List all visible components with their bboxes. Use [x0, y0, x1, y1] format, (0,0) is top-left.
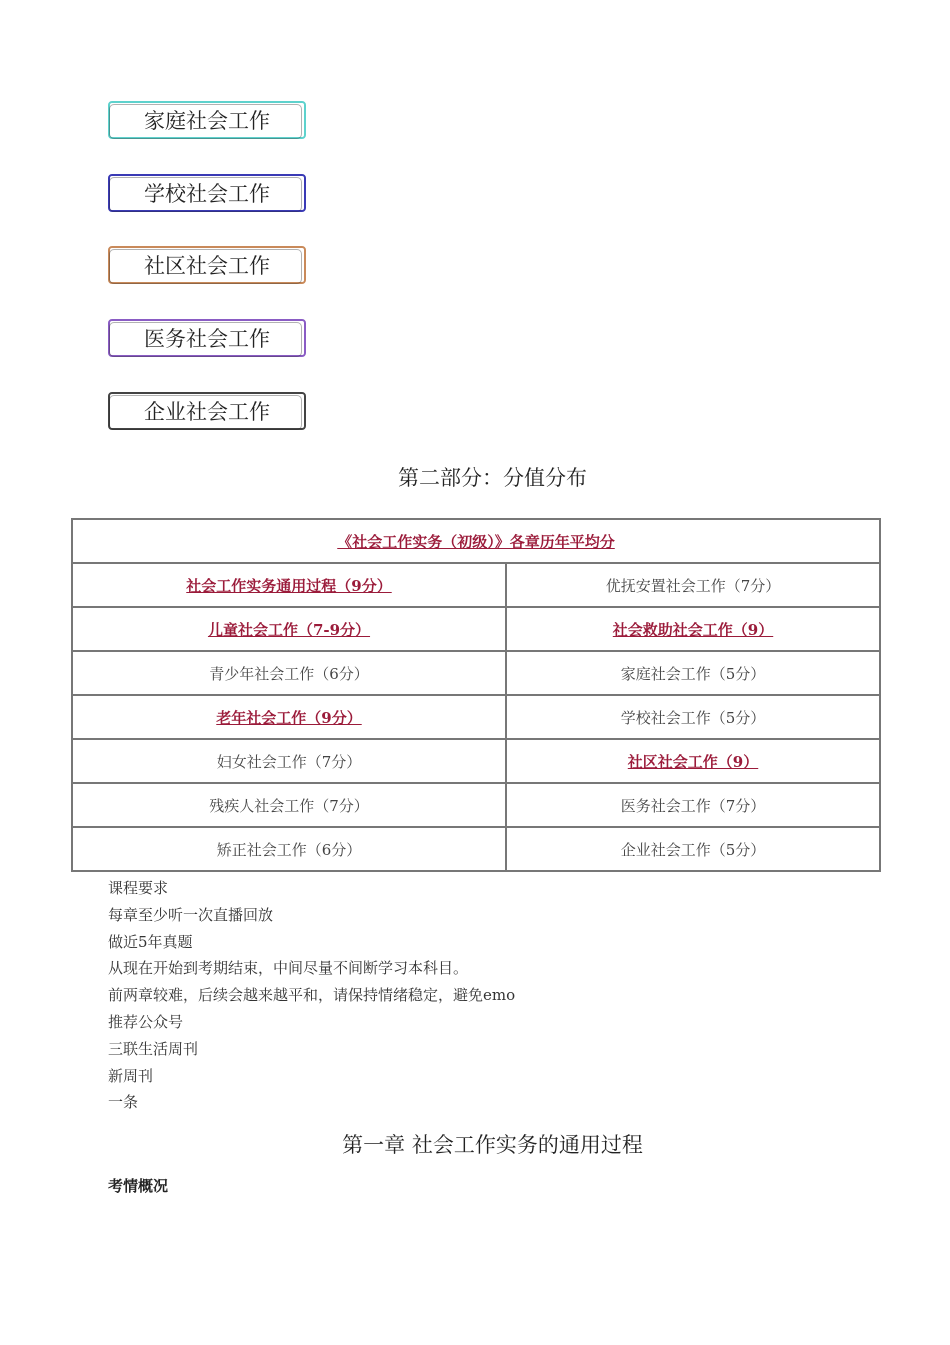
- tag-family-social-work: 家庭社会工作: [108, 101, 306, 139]
- score-table: [71, 518, 881, 872]
- table-row: [72, 739, 880, 783]
- table-cell: 妇女社会工作（7分）: [72, 739, 506, 783]
- chapter-title: 第一章 社会工作实务的通用过程: [342, 1133, 643, 1157]
- table-cell: 优抚安置社会工作（7分）: [506, 563, 880, 607]
- table-row: [72, 607, 880, 651]
- tag-community-social-work: 社区社会工作: [108, 246, 306, 284]
- table-cell: 残疾人社会工作（7分）: [72, 783, 506, 827]
- table-cell: 社会救助社会工作（9）: [506, 607, 880, 651]
- table-row: [72, 827, 880, 871]
- table-cell: 青少年社会工作（6分）: [72, 651, 506, 695]
- tag-school-social-work: 学校社会工作: [108, 174, 306, 212]
- table-cell: 企业社会工作（5分）: [506, 827, 880, 871]
- exam-overview-heading: 考情概况: [108, 1177, 169, 1195]
- table-cell: 社区社会工作（9）: [506, 739, 880, 783]
- list-item: 前两章较难，后续会越来越平和，请保持情绪稳定，避免emo: [108, 986, 516, 1005]
- table-cell: 医务社会工作（7分）: [506, 783, 880, 827]
- list-item: 三联生活周刊: [108, 1039, 199, 1058]
- table-row: [72, 651, 880, 695]
- requirements-heading: 课程要求: [108, 879, 169, 897]
- table-header: 《社会工作实务（初级）》各章历年平均分: [72, 519, 880, 563]
- course-requirements: [108, 875, 515, 1116]
- table-header-row: [72, 519, 880, 563]
- list-item: 从现在开始到考期结束，中间尽量不间断学习本科目。: [108, 959, 469, 978]
- list-item: 一条: [108, 1093, 139, 1112]
- table-cell: 儿童社会工作（7-9分）: [72, 607, 506, 651]
- table-row: [72, 695, 880, 739]
- table-cell: 学校社会工作（5分）: [506, 695, 880, 739]
- tag-enterprise-social-work: 企业社会工作: [108, 392, 306, 430]
- part-title: 第二部分：分值分布: [398, 466, 587, 490]
- list-item: 每章至少听一次直播回放: [108, 905, 274, 924]
- list-item: 做近5年真题: [108, 932, 193, 951]
- table-cell: 社会工作实务通用过程（9分）: [72, 563, 506, 607]
- list-item: 推荐公众号: [108, 1012, 184, 1031]
- table-row: [72, 783, 880, 827]
- list-item: 新周刊: [108, 1066, 154, 1085]
- table-cell: 矫正社会工作（6分）: [72, 827, 506, 871]
- tag-medical-social-work: 医务社会工作: [108, 319, 306, 357]
- table-cell: 老年社会工作（9分）: [72, 695, 506, 739]
- table-row: [72, 563, 880, 607]
- table-cell: 家庭社会工作（5分）: [506, 651, 880, 695]
